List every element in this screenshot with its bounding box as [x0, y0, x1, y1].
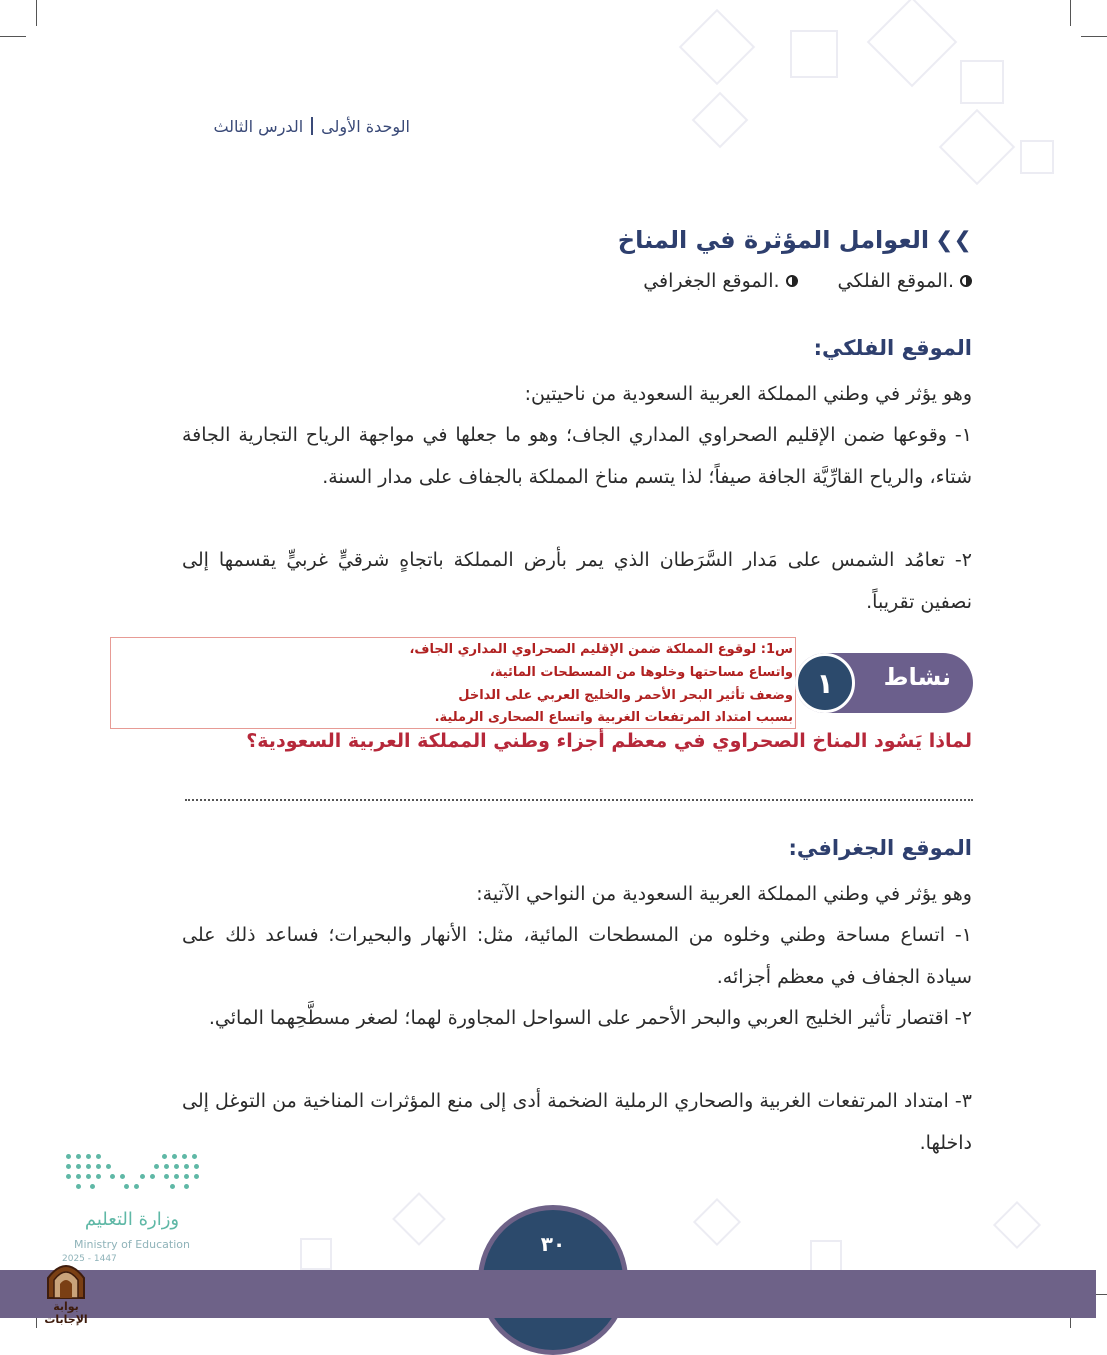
crop-mark — [0, 36, 26, 37]
half-circle-bullet-icon — [960, 275, 972, 287]
geographical-point-3: ٣- امتداد المرتفعات الغربية والصحاري الرملية الضخمة أدى إلى منع المؤثرات المناخية من التوغل إلى داخلها. — [182, 1090, 972, 1154]
answer-dotted-line — [185, 785, 973, 801]
section-title-text: العوامل المؤثرة في المناخ — [617, 226, 930, 254]
half-circle-bullet-icon — [786, 275, 798, 287]
astronomical-intro: وهو يؤثر في وطني المملكة العربية السعودية من ناحيتين: — [524, 383, 972, 405]
activity-label: نشاط — [883, 663, 951, 691]
activity-badge — [795, 653, 973, 713]
factor-bullets — [372, 266, 972, 296]
answer-line: بسبب امتداد المرتفعات الغربية واتساع الصحارى الرملية. — [434, 710, 793, 725]
crop-mark — [1070, 0, 1071, 26]
astronomical-point-1: ١- وقوعها ضمن الإقليم الصحراوي المداري الجاف؛ وهو ما جعلها في مواجهة الرياح التجارية الجافة شتاء، والرياح القارِّيَّة الجافة صيفاً؛ لذا يتسم مناخ المملكة بالجفاف على مدار السنة. — [182, 424, 972, 488]
ministry-logo-dots — [62, 1152, 202, 1198]
ministry-name-english: Ministry of Education — [73, 1238, 190, 1251]
portal-logo-icon — [44, 1256, 88, 1300]
geographical-heading: الموقع الجغرافي: — [788, 836, 972, 860]
ministry-name-arabic: وزارة التعليم — [84, 1209, 180, 1230]
bullet-text: الموقع الجغرافي. — [643, 270, 780, 292]
geographical-point-1: ١- اتساع مساحة وطني وخلوه من المسطحات المائية، مثل: الأنهار والبحيرات؛ فساعد ذلك على سيادة الجفاف في معظم أجزائه. — [182, 924, 972, 988]
crop-mark — [1081, 36, 1107, 37]
page-header — [180, 112, 410, 140]
bullet-item — [643, 266, 797, 296]
header-divider — [311, 117, 313, 135]
answer-line: س1: لوقوع المملكة ضمن الإقليم الصحراوي المداري الجاف، — [409, 642, 793, 657]
unit-label: الوحدة الأولى — [321, 116, 410, 136]
ministry-year: 2025 - 1447 — [62, 1254, 117, 1264]
activity-question: لماذا يَسُود المناخ الصحراوي في معظم أجزاء وطني المملكة العربية السعودية؟ — [246, 730, 972, 752]
bullet-item — [838, 266, 972, 296]
bullet-text: الموقع الفلكي. — [837, 270, 954, 292]
answer-box — [110, 637, 796, 729]
page-number: ٣٠ — [540, 1232, 566, 1256]
activity-number: ١ — [795, 653, 855, 713]
footer-bar — [0, 1270, 1096, 1318]
answer-line: وضعف تأثير البحر الأحمر والخليج العربي على الداخل — [458, 688, 793, 703]
astronomical-point-2: ٢- تعامُد الشمس على مَدار السَّرَطان الذي يمر بأرض المملكة باتجاهٍ شرقيٍّ غربيٍّ يقسمها إلى نصفين تقريباً. — [182, 549, 972, 613]
section-title — [452, 222, 972, 258]
astronomical-heading: الموقع الفلكي: — [813, 336, 972, 360]
double-chevron-icon: ❮❮ — [935, 227, 972, 253]
crop-mark — [36, 0, 37, 26]
portal-name: بوابة الإجابات — [44, 1300, 88, 1326]
lesson-label: الدرس الثالث — [213, 116, 304, 136]
geographical-intro: وهو يؤثر في وطني المملكة العربية السعودية من النواحي الآتية: — [476, 883, 972, 905]
geographical-point-2: ٢- اقتصار تأثير الخليج العربي والبحر الأحمر على السواحل المجاورة لهما؛ لصغر مسطَّحِهما المائي. — [208, 1007, 972, 1029]
answer-line: واتساع مساحتها وخلوها من المسطحات المائية، — [489, 665, 793, 680]
